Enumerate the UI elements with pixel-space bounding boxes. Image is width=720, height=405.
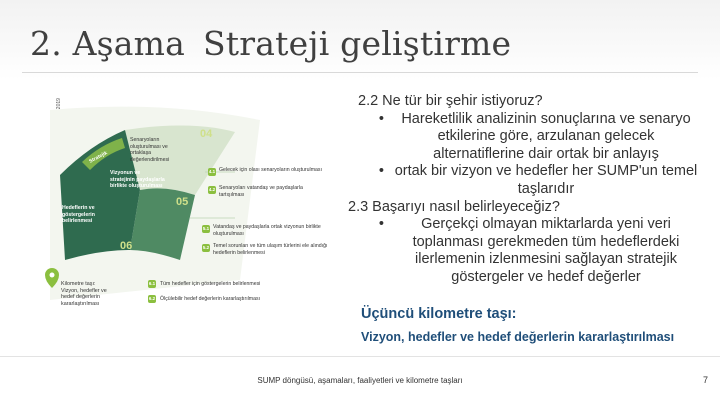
phase-number-04: 04 (200, 128, 213, 140)
footer-divider (0, 356, 720, 357)
map-pin-dot (50, 273, 55, 278)
chip-6-1: 6.1 (148, 281, 156, 286)
chip-4-1: 4.1 (208, 169, 216, 174)
chip-5-1: 5.1 (202, 226, 210, 231)
bullet-icon: • (378, 110, 384, 127)
title-divider (22, 72, 698, 73)
activity-5-2: Temel sorunları ve tüm ulaşım türlerini ele alındığı hedeflerin belirlenmesi (213, 243, 328, 256)
bullet-text: ortak bir vizyon ve hedefler her SUMP'un temel taşlarıdır (394, 163, 698, 197)
activity-5-1: Vatandaş ve paydaşlarla ortak vizyonun birlikte oluşturulması (213, 224, 321, 237)
bullet-item (348, 163, 700, 198)
phase-number-05: 05 (176, 196, 189, 208)
arc-label: Stratejik (88, 150, 109, 165)
phase-number-06: 06 (120, 240, 133, 252)
activity-4-2: Senaryoları vatandaş ve paydaşlarla tartışılması (219, 185, 303, 198)
milestone-caption: Kilometre taşı: Vizyon, hedefler ve hedef değerlerin kararlaştırılması (61, 281, 107, 307)
activity-6-1: Tüm hedefler için göstergelerin belirlenmesi (160, 281, 261, 287)
bullet-item (348, 111, 700, 164)
activity-4-1: Gelecek için olası senaryoların oluşturulması (219, 167, 322, 173)
chip-4-2: 4.2 (208, 187, 216, 192)
phase-05-label: Vizyonun ve stratejinin paydaşlarla birlikte oluşturulması (110, 170, 165, 189)
milestone-heading: Üçüncü kilometre taşı: (361, 306, 517, 322)
activity-6-2: Ölçülebilir hedef değerlerin kararlaştırılması (160, 296, 261, 302)
chip-5-2: 5.2 (202, 245, 210, 250)
content-text (348, 93, 700, 287)
page-number: 7 (703, 375, 709, 385)
bullet-icon: • (378, 216, 384, 233)
milestone-text: Vizyon, hedefler ve hedef değerlerin kararlaştırılması (361, 330, 675, 344)
title-part-1: 2. Aşama (30, 24, 185, 63)
chip-6-2: 6.2 (148, 296, 156, 301)
title-part-2: Strateji geliştirme (202, 24, 512, 63)
sump-phase-diagram (30, 100, 360, 320)
footer-text: SUMP döngüsü, aşamaları, faaliyetleri ve kilometre taşları (257, 376, 463, 385)
question-2-3: 2.3 Başarıyı nasıl belirleyeceğiz? (348, 198, 560, 215)
bullet-text: Gerçekçi olmayan miktarlarda yeni veri toplanması gerekmeden tüm hedeflerdeki ilerlemenin izlenmesini sağlayan stratejik göstergeler ve hedef değerler (412, 216, 680, 285)
bullet-text: Hareketlilik analizinin sonuçlarına ve senaryo etkilerine göre, arzulanan gelecek alternatiflerine dair ortak bir anlayış (401, 110, 691, 162)
phase-04-label: Senaryoların oluşturulması ve ortaklaşa değerlendirilmesi (130, 137, 170, 163)
question-2-2: 2.2 Ne tür bir şehir istiyoruz? (358, 93, 543, 109)
phase-06-label: Hedeflerin ve göstergelerin belirlenmesi (62, 205, 95, 224)
bullet-icon: • (378, 163, 384, 180)
bullet-item (348, 216, 700, 286)
slide-title (30, 24, 511, 63)
